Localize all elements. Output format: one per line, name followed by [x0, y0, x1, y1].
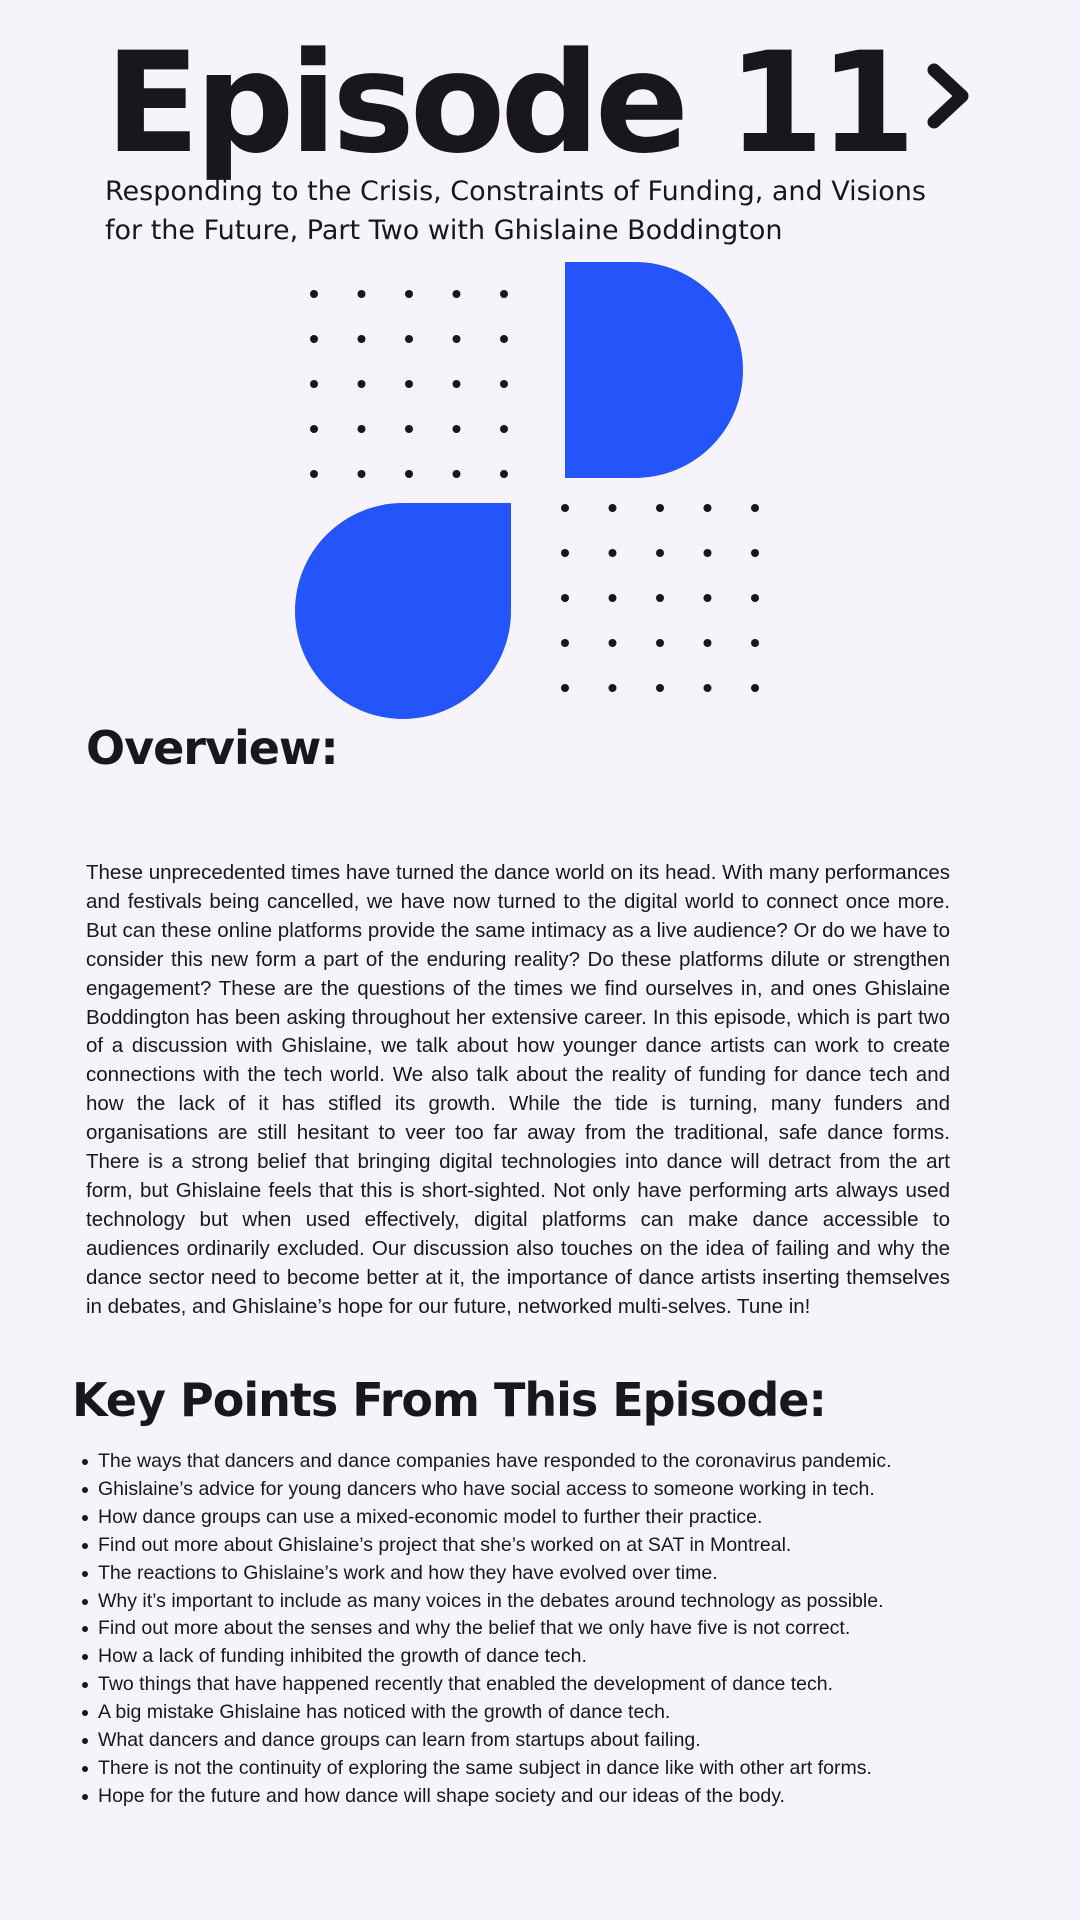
grid-dot: [656, 504, 664, 512]
grid-dot: [405, 425, 413, 433]
grid-dot: [405, 470, 413, 478]
list-item: The ways that dancers and dance companies have responded to the coronavirus pandemic.: [98, 1448, 998, 1476]
overview-body: These unprecedented times have turned the dance world on its head. With many performances and festivals being cancelled, we have now turned to the digital world to connect once more. But can these online platforms provide the same intimacy as a live audience? Or do we have to consider this new form a part of the enduring reality? Do these platforms dilute or strengthen engagement? These are the questions of the times we find ourselves in, and ones Ghislaine Boddington has been asking throughout her extensive career. In this episode, which is part two of a discussion with Ghislaine, we talk about how younger dance artists can work to create connections with the tech world. We also talk about the reality of funding for dance tech and how the lack of it has stifled its growth. While the tide is turning, many funders and organisations are still hesitant to veer too far away from the traditional, safe dance forms. There is a strong belief that bringing digital technologies into dance will detract from the art form, but Ghislaine feels that this is short-sighted. Not only have performing arts always used technology but when used effectively, digital platforms can make dance accessible to audiences ordinarily excluded. Our discussion also touches on the idea of failing and why the dance sector need to become better at it, the importance of dance artists inserting themselves in debates, and Ghislaine’s hope for our future, networked multi-selves. Tune in!: [86, 861, 950, 1318]
grid-dot: [609, 639, 617, 647]
grid-dot: [310, 380, 318, 388]
episode-title: Episode 11: [105, 22, 911, 184]
grid-dot: [358, 470, 366, 478]
grid-dot: [453, 335, 461, 343]
dot-grid-bottom-right: [561, 504, 759, 692]
list-item: There is not the continuity of exploring the same subject in dance like with other art forms.: [98, 1755, 998, 1783]
list-item: The reactions to Ghislaine’s work and how they have evolved over time.: [98, 1560, 998, 1588]
grid-dot: [609, 549, 617, 557]
grid-dot: [751, 504, 759, 512]
grid-dot: [500, 425, 508, 433]
list-item: Find out more about Ghislaine’s project that she’s worked on at SAT in Montreal.: [98, 1532, 998, 1560]
grid-dot: [656, 639, 664, 647]
grid-dot: [358, 290, 366, 298]
grid-dot: [405, 335, 413, 343]
key-points-heading: Key Points From This Episode:: [72, 1373, 826, 1427]
grid-dot: [704, 594, 712, 602]
grid-dot: [561, 549, 569, 557]
grid-dot: [500, 290, 508, 298]
grid-dot: [561, 504, 569, 512]
list-item: How a lack of funding inhibited the growth of dance tech.: [98, 1643, 998, 1671]
grid-dot: [609, 594, 617, 602]
overview-heading: Overview:: [86, 721, 338, 775]
grid-dot: [656, 549, 664, 557]
key-points-list: [98, 1448, 998, 1811]
grid-dot: [358, 380, 366, 388]
grid-dot: [453, 425, 461, 433]
blue-drop-shape-bottom: [295, 503, 511, 719]
list-item: A big mistake Ghislaine has noticed with the growth of dance tech.: [98, 1699, 998, 1727]
dot-grid-top-left: [310, 290, 508, 478]
grid-dot: [500, 470, 508, 478]
grid-dot: [310, 290, 318, 298]
grid-dot: [500, 335, 508, 343]
grid-dot: [751, 639, 759, 647]
grid-dot: [453, 290, 461, 298]
grid-dot: [561, 594, 569, 602]
grid-dot: [310, 470, 318, 478]
blue-drop-shape-top: [565, 262, 743, 478]
list-item: Ghislaine’s advice for young dancers who have social access to someone working in tech.: [98, 1476, 998, 1504]
grid-dot: [310, 335, 318, 343]
episode-artwork: [290, 262, 790, 722]
grid-dot: [561, 639, 569, 647]
grid-dot: [751, 549, 759, 557]
episode-subtitle: Responding to the Crisis, Constraints of Funding, and Visions for the Future, Part Two with Ghislaine Boddington: [105, 176, 926, 246]
grid-dot: [358, 335, 366, 343]
grid-dot: [310, 425, 318, 433]
grid-dot: [704, 639, 712, 647]
chevron-right-icon[interactable]: [908, 58, 984, 134]
grid-dot: [751, 594, 759, 602]
list-item: Hope for the future and how dance will shape society and our ideas of the body.: [98, 1783, 998, 1811]
grid-dot: [500, 380, 508, 388]
list-item: What dancers and dance groups can learn from startups about failing.: [98, 1727, 998, 1755]
grid-dot: [704, 549, 712, 557]
grid-dot: [453, 380, 461, 388]
grid-dot: [656, 684, 664, 692]
list-item: Find out more about the senses and why the belief that we only have five is not correct.: [98, 1615, 998, 1643]
grid-dot: [405, 380, 413, 388]
grid-dot: [609, 684, 617, 692]
grid-dot: [704, 504, 712, 512]
grid-dot: [656, 594, 664, 602]
grid-dot: [453, 470, 461, 478]
grid-dot: [405, 290, 413, 298]
list-item: How dance groups can use a mixed-economic model to further their practice.: [98, 1504, 998, 1532]
grid-dot: [609, 504, 617, 512]
grid-dot: [358, 425, 366, 433]
grid-dot: [704, 684, 712, 692]
grid-dot: [561, 684, 569, 692]
list-item: Two things that have happened recently that enabled the development of dance tech.: [98, 1671, 998, 1699]
list-item: Why it’s important to include as many voices in the debates around technology as possible.: [98, 1588, 998, 1616]
grid-dot: [751, 684, 759, 692]
